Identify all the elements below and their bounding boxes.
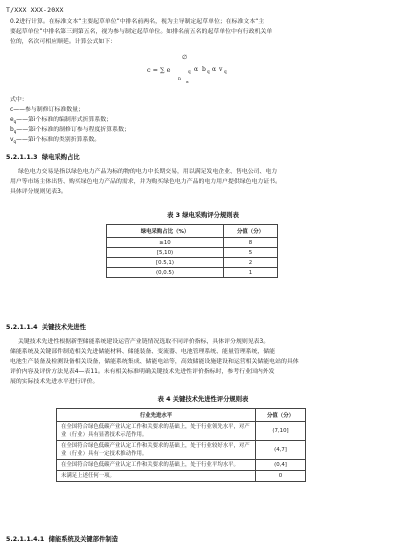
table4-caption: 表 4 关键技术先进性评分规则表	[157, 396, 249, 403]
def-b: $b_q——$第i个标准的制修订参与程度折算系数；	[10, 127, 130, 135]
sec1-para-line-2: 用户等市场主体出售、购买绿色电力产品的需求，并为购买绿色电力产品的电力用户提供绿色电力证书。	[10, 179, 281, 185]
table-row: 在全国符合绿色低碳产业认定工作和关要求的基础上，处于行业领先水平，对产业（行业）具有显著技术示范作用。 (7,10]	[57, 422, 306, 441]
section-heading-storage-manufacturing: 5.2.1.1.4.1 储能系统及关键部件制造	[6, 536, 118, 543]
def-v: $v_q——$第i个标准的类别折算系数。	[10, 137, 101, 145]
table3-caption: 表 3 绿电采购评分规则表	[167, 212, 239, 219]
table4-header-score: 分值（分）	[256, 409, 306, 422]
sec2-para-line-4: 评价内容及评价方法见表4—表11。未有相关标准明确关键技术先进性评价指标时，参考行业国内外发	[10, 369, 275, 375]
formula-limit-bottom: n	[178, 77, 181, 82]
table-row: [5,10) 5	[107, 248, 278, 258]
table-row: ≥10 8	[107, 238, 278, 248]
formula-alpha-2: α	[212, 66, 217, 73]
formula-sub-b: q	[207, 69, 210, 74]
def-c: c——参与制修订标准数量；	[10, 107, 84, 113]
table4-header-level: 行业先进水平	[57, 409, 256, 422]
table-row: [0.5,1) 2	[107, 258, 278, 268]
table3-header-score: 分值（分）	[224, 225, 278, 238]
sec2-para-line-1: 关键技术先进性根据新型储能系统建设运营产业链情况选取不同评价指标，具体评分规则见表3。	[18, 339, 270, 345]
document-code: T/XXX XXX-20XX	[6, 6, 64, 14]
defs-where: 式中：	[10, 97, 28, 103]
intro-line-1: 0.2进行计算。在标准文本“主要起草单位”中排名前两名，视为主导制定起草单位；在标准文本“主	[10, 19, 265, 25]
table3	[106, 224, 278, 278]
formula-v: v	[219, 66, 223, 73]
formula-alpha: α	[194, 66, 199, 73]
formula-top-symbol: ∅	[182, 54, 188, 61]
table3-header-ratio: 绿电采购占比（%）	[107, 225, 224, 238]
table4	[56, 408, 306, 482]
sec2-para-line-5: 展的实际技术先进水平进行评价。	[10, 379, 99, 385]
section-heading-green-power: 5.2.1.1.3 绿电采购占比	[6, 154, 80, 161]
formula-sub-v: q	[224, 69, 227, 74]
intro-line-3: 位的，名次可相应顺延。计算公式如下：	[10, 39, 117, 45]
sec1-para-line-3: 具体评分规则见表3。	[10, 189, 67, 195]
sec2-para-line-3: 电池生产装备及检测设备相关设备，储能系统集成、储能电站等，高效储能设施建设和运营相关储能电站的具体	[10, 359, 299, 365]
def-e: $e_q——$第i个标准的编制形式折算系数；	[10, 117, 113, 125]
formula-small-alpha: α	[186, 79, 189, 84]
formula-b: b	[202, 66, 206, 73]
sec2-para-line-2: 储能系统及关键部件制造相关先进储能材料、储能装备、变流器、电池管理系统、能量管理系统，储能	[10, 349, 276, 355]
intro-line-2: 要起草单位”中排名第三到第五名，视为参与制定起草单位。如排名前五名的起草单位中有行政机关单	[10, 29, 273, 35]
table-row: 在全国符合绿色低碳产业认定工作和关要求的基础上，处于行业较好水平，对产业（行业）具有一定技术推动作用。 (4,7]	[57, 441, 306, 460]
formula-main: c = ∑ e	[147, 66, 171, 74]
table-row: (0,0.5) 1	[107, 268, 278, 278]
section-heading-key-tech: 5.2.1.1.4 关键技术先进性	[6, 324, 86, 331]
formula-sub-q: q	[188, 69, 191, 74]
table-row: 在全国符合绿色低碳产业认定工作和关要求的基础上，处于行业平均水平。 (0,4]	[57, 460, 306, 471]
sec1-para-line-1: 绿色电力交易是指以绿色电力产品为标的物的电力中长期交易，用以满足发电企业、售电公司、电力	[18, 169, 278, 175]
formula	[0, 0, 406, 100]
table-row: 未满足上述任何一项。 0	[57, 471, 306, 482]
